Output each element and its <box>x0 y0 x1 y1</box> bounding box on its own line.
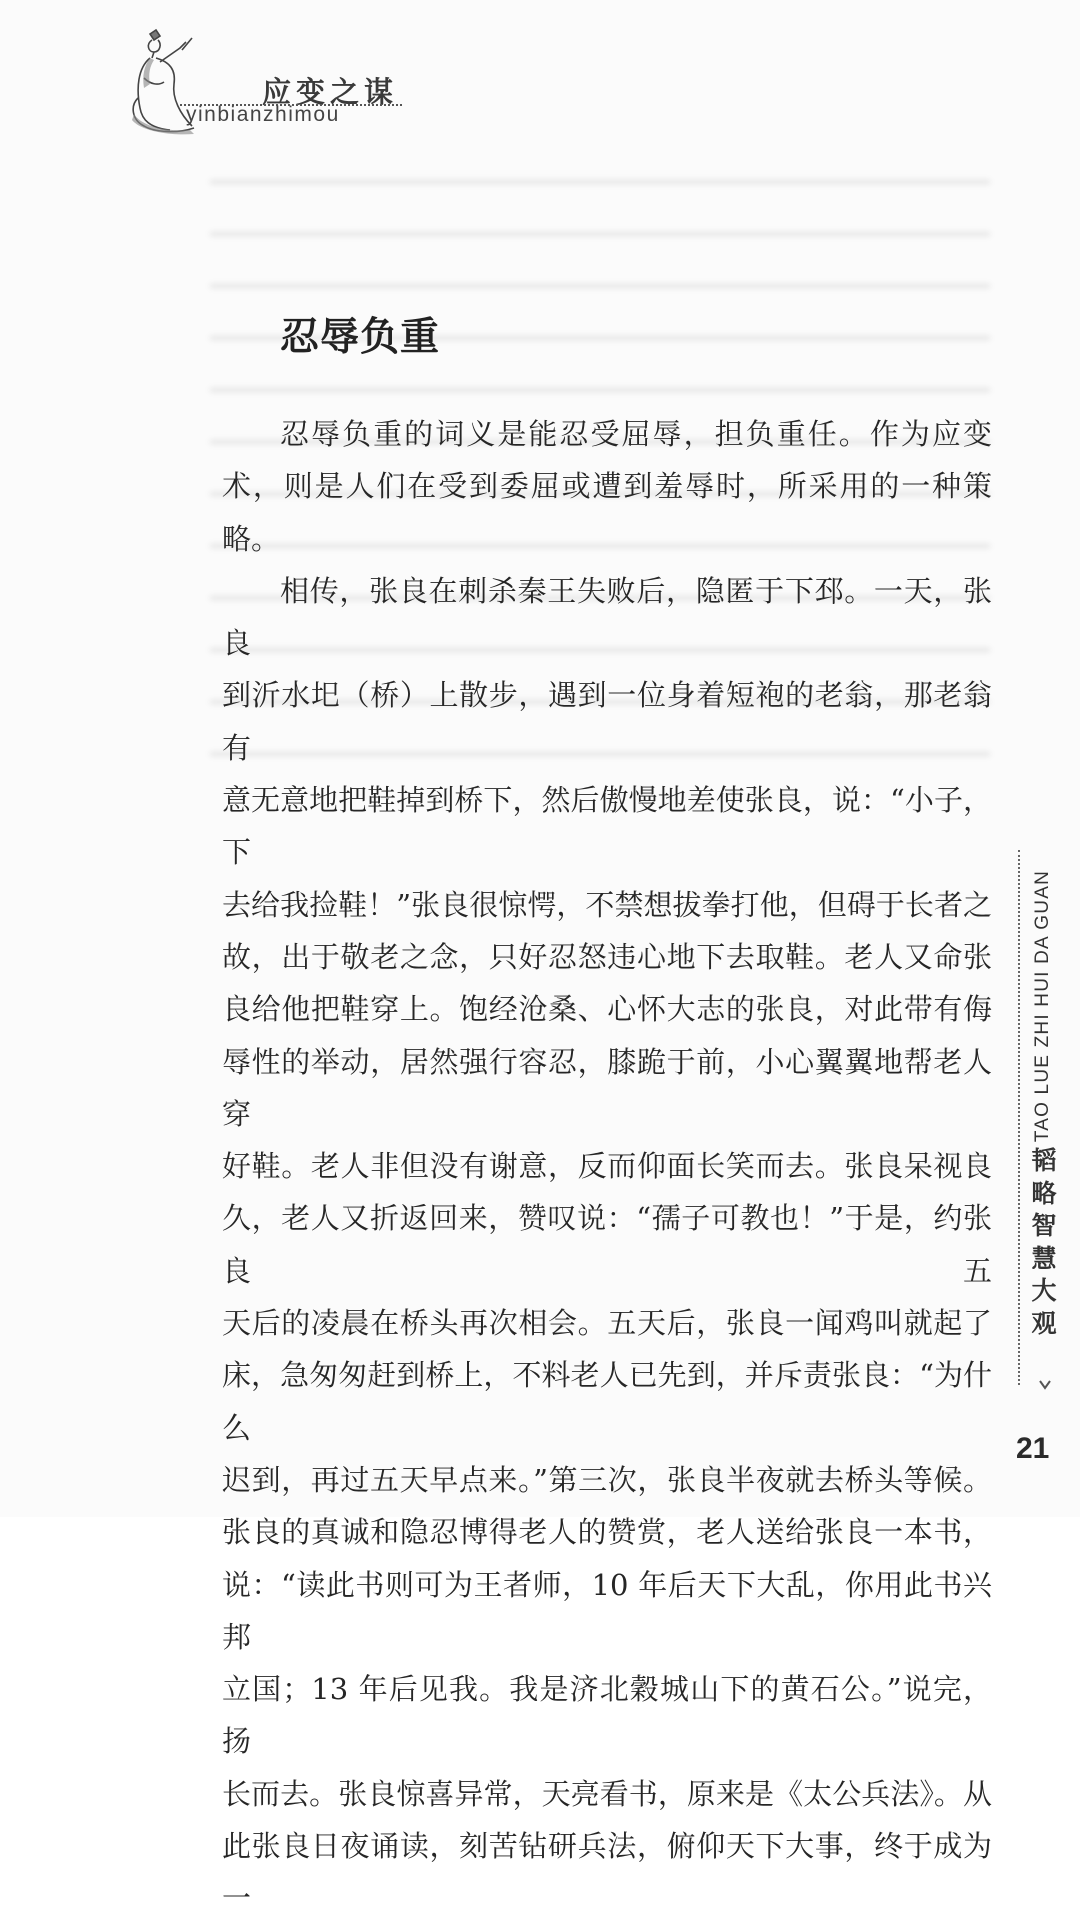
text-line: 迟到，再过五天早点来。”第三次，张良半夜就去桥头等候。 <box>222 1462 992 1497</box>
text-line: 张良的真诚和隐忍博得老人的赞赏，老人送给张良一本书， <box>222 1515 992 1550</box>
sidebar-roman-text: TAO LUE ZHI HUI DA GUAN <box>1032 869 1053 1142</box>
text-line: 辱性的举动，居然强行容忍，膝跪于前，小心翼翼地帮老人穿 <box>222 1044 992 1131</box>
text-line: 说：“读此书则可为王者师，10 年后天下大乱，你用此书兴邦 <box>222 1567 992 1654</box>
text-line: 长而去。张良惊喜异常，天亮看书，原来是《太公兵法》。从 <box>222 1776 992 1811</box>
text-line: 立国；13 年后见我。我是济北穀城山下的黄石公。”说完，扬 <box>222 1672 992 1759</box>
text-line: 良给他把鞋穿上。饱经沧桑、心怀大志的张良，对此带有侮 <box>222 992 992 1027</box>
body-text <box>222 408 992 1925</box>
text-line: 术，则是人们在受到委屈或遭到羞辱时，所采用的一种策略。 <box>222 469 992 556</box>
header-pinyin: yinbianzhimou <box>186 103 340 126</box>
chevron-down-icon <box>1037 1375 1053 1393</box>
page-number: 21 <box>1016 1432 1050 1465</box>
text-line: 此张良日夜诵读，刻苦钻研兵法，俯仰天下大事，终于成为一 <box>222 1829 992 1916</box>
text-line: 去给我捡鞋！”张良很惊愕，不禁想拔拳打他，但碍于长者之 <box>222 887 992 922</box>
header-title: 应变之谋 <box>262 75 399 109</box>
text-line: 好鞋。老人非但没有谢意，反而仰面长笑而去。张良呆视良 <box>222 1149 992 1184</box>
text-line: 忍辱负重的词义是能忍受屈辱，担负重任。作为应变 <box>280 417 992 451</box>
text-line: 久，老人又折返回来，赞叹说：“孺子可教也！”于是，约张良五 <box>222 1201 992 1288</box>
text-line: 天后的凌晨在桥头再次相会。五天后，张良一闻鸡叫就起了 <box>222 1306 992 1341</box>
text-line: 到沂水圯（桥）上散步，遇到一位身着短袍的老翁，那老翁有 <box>222 678 992 765</box>
text-line: 故，出于敬老之念，只好忍怒违心地下去取鞋。老人又命张 <box>222 939 992 974</box>
section-title: 忍辱负重 <box>280 314 441 360</box>
text-line: 相传，张良在刺杀秦王失败后，隐匿于下邳。一天，张良 <box>222 573 992 661</box>
sidebar-roman-title <box>1030 852 1056 1142</box>
sidebar-dotted-rule <box>1018 850 1020 1385</box>
text-line: 意无意地把鞋掉到桥下，然后傲慢地差使张良，说：“小子，下 <box>222 783 992 870</box>
text-line: 床，急匆匆赶到桥上，不料老人已先到，并斥责张良：“为什么 <box>222 1358 992 1445</box>
sidebar-chinese-title: 韬 略 智 慧 大 观 <box>1031 1146 1057 1338</box>
